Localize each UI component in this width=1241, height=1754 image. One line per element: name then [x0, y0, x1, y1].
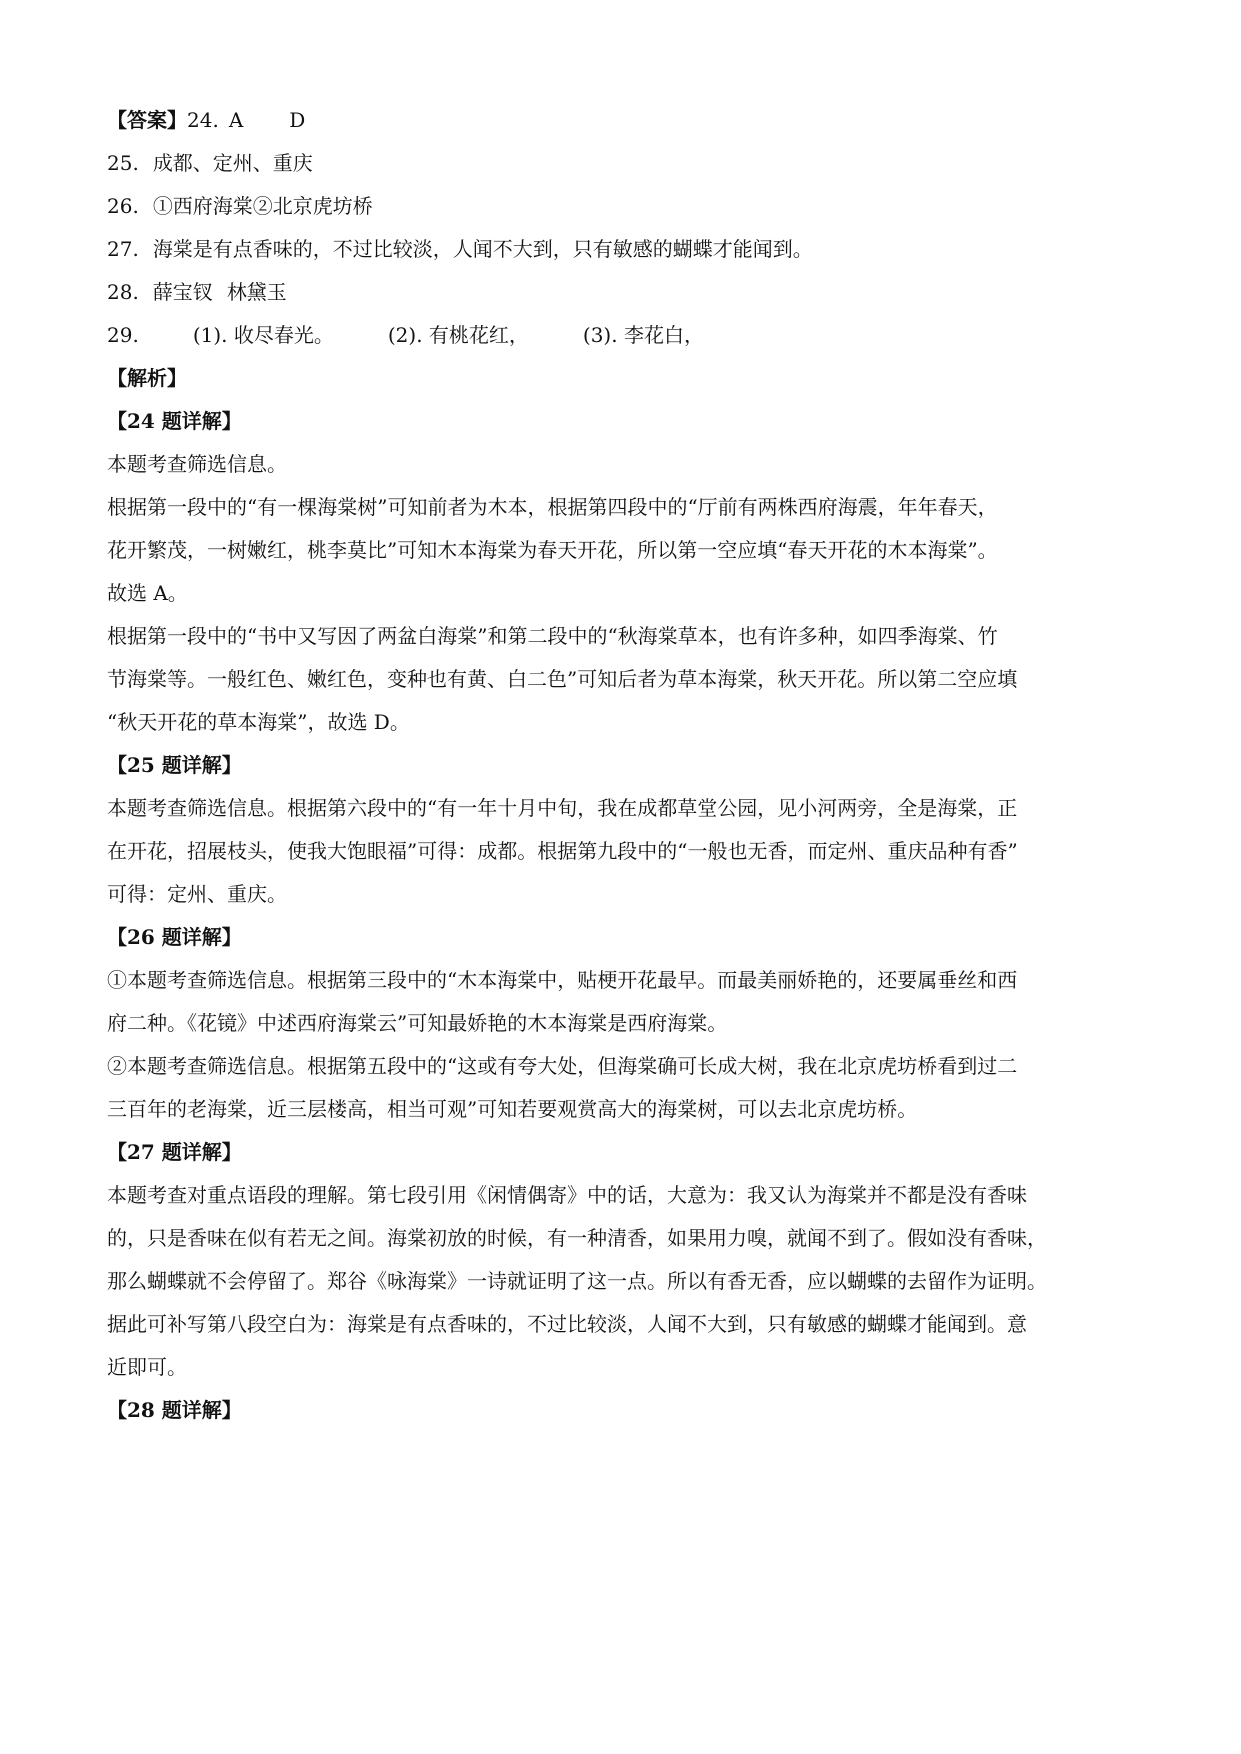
answer-q24-first: A: [228, 108, 244, 132]
answer-q24-second: D: [289, 108, 306, 132]
answer-q28-line: [107, 272, 1137, 312]
section-24-line: 根据第一段中的“有一棵海棠树”可知前者为木本，根据第四段中的“厅前有两株西府海震，年年春天，: [107, 495, 998, 519]
answer-q24-number: 24.: [187, 108, 219, 132]
section-27-line: 近即可。: [107, 1355, 187, 1379]
section-28-title: 【28 题详解】: [107, 1398, 242, 1422]
section-25-title: 【25 题详解】: [107, 753, 242, 777]
answer-q24-line: [107, 100, 1137, 140]
answer-q26-text: ①西府海棠②北京虎坊桥: [152, 194, 373, 218]
section-26-line: 三百年的老海棠，近三层楼高，相当可观”可知若要观赏高大的海棠树，可以去北京虎坊桥。: [107, 1097, 918, 1121]
section-25-line: 本题考查筛选信息。根据第六段中的“有一年十月中旬，我在成都草堂公园，见小河两旁，全是海棠，正: [107, 796, 1018, 820]
section-26-line: ②本题考查筛选信息。根据第五段中的“这或有夸大处，但海棠确可长成大树，我在北京虎坊桥看到过二: [107, 1054, 1018, 1078]
section-26-line: ①本题考查筛选信息。根据第三段中的“木本海棠中，贴梗开花最早。而最美丽娇艳的，还要属垂丝和西: [107, 968, 1018, 992]
answer-q28-second: 林黛玉: [226, 280, 287, 304]
section-24-line: 花开繁茂，一树嫩红，桃李莫比”可知木本海棠为春天开花，所以第一空应填“春天开花的木本海棠”。: [107, 538, 998, 562]
answer-q25-text: 成都、定州、重庆: [152, 151, 313, 175]
section-24-line: 故选 A。: [107, 581, 188, 605]
answer-q29-part3: (3). 李花白，: [582, 323, 704, 347]
section-27-line: 的，只是香味在似有若无之间。海棠初放的时候，有一种清香，如果用力嗅，就闻不到了。假如没有香味，: [107, 1226, 1047, 1250]
section-26-title: 【26 题详解】: [107, 925, 242, 949]
answer-heading: 【答案】: [107, 108, 187, 132]
answer-q29-number: 29.: [107, 323, 139, 347]
answer-q27-text: 海棠是有点香味的，不过比较淡，人闻不大到，只有敏感的蝴蝶才能闻到。: [152, 237, 813, 261]
section-27-title: 【27 题详解】: [107, 1140, 242, 1164]
section-26-line: 府二种。《花镜》中述西府海棠云”可知最娇艳的木本海棠是西府海棠。: [107, 1011, 728, 1035]
section-24-line: 节海棠等。一般红色、嫩红色，变种也有黄、白二色”可知后者为草本海棠，秋天开花。所以第二空应填: [107, 667, 1018, 691]
section-24-title: 【24 题详解】: [107, 409, 242, 433]
answer-q27-number: 27.: [107, 237, 139, 261]
answer-q26-line: [107, 186, 1137, 226]
section-25-line: 在开花，招展枝头，使我大饱眼福”可得：成都。根据第九段中的“一般也无香，而定州、重庆品种有香”: [107, 839, 1018, 863]
section-25-line: 可得：定州、重庆。: [107, 882, 287, 906]
answer-q28-number: 28.: [107, 280, 139, 304]
section-27-line: 本题考查对重点语段的理解。第七段引用《闲情偶寄》中的话，大意为：我又认为海棠并不都是没有香味: [107, 1183, 1027, 1207]
answer-q26-number: 26.: [107, 194, 139, 218]
answer-q25-number: 25.: [107, 151, 139, 175]
section-27-line: 那么蝴蝶就不会停留了。郑谷《咏海棠》一诗就证明了这一点。所以有香无香，应以蝴蝶的去留作为证明。: [107, 1269, 1047, 1293]
answer-q29-part1: (1). 收尽春光。: [192, 323, 334, 347]
section-24-line: 根据第一段中的“书中又写因了两盆白海棠”和第二段中的“秋海棠草本，也有许多种，如四季海棠、竹: [107, 624, 998, 648]
section-24-line: “秋天开花的草本海棠”，故选 D。: [107, 710, 410, 734]
answer-q27-line: [107, 229, 1137, 269]
answer-q28-first: 薛宝钗: [152, 280, 213, 304]
section-27-line: 据此可补写第八段空白为：海棠是有点香味的，不过比较淡，人闻不大到，只有敏感的蝴蝶才能闻到。意: [107, 1312, 1027, 1336]
answer-q25-line: [107, 143, 1137, 183]
document-page: [107, 100, 1137, 1433]
answer-q29-part2: (2). 有桃花红，: [387, 323, 529, 347]
answer-q29-line: [107, 315, 1137, 355]
analysis-heading: 【解析】: [107, 366, 187, 390]
section-24-line: 本题考查筛选信息。: [107, 452, 287, 476]
